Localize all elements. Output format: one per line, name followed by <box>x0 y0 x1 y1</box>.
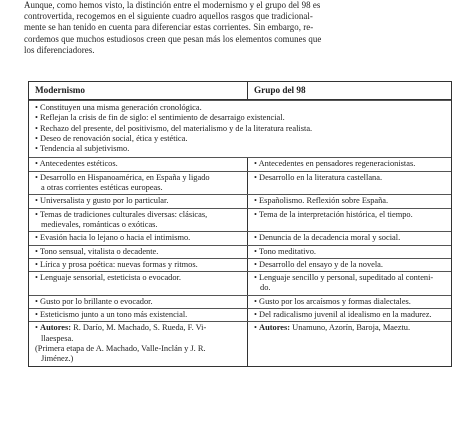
header-grupo-98: Grupo del 98 <box>254 85 306 95</box>
modernismo-authors-names: R. Darío, M. Machado, S. Rueda, F. Vi- <box>73 323 207 333</box>
modernismo-cell <box>29 158 248 170</box>
grupo98-cell <box>248 259 451 271</box>
modernismo-trait-cont: a otras corrientes estéticas europeas. <box>41 183 163 193</box>
intro-line: los diferenciadores. <box>24 44 95 55</box>
grupo98-cell <box>248 296 451 308</box>
grupo98-cell <box>248 309 451 321</box>
modernismo-trait: • Lenguaje sensorial, esteticista o evocador. <box>35 273 244 283</box>
grupo98-trait: • Antecedentes en pensadores regeneracionistas. <box>254 159 448 169</box>
modernismo-authors-note-cont: Jiménez.) <box>41 354 74 364</box>
grupo98-trait-cont: do. <box>260 283 271 293</box>
grupo98-authors-line <box>254 323 448 333</box>
intro-line: mente se han tenido en cuenta para diferenciar estas corrientes. Sin embargo, re- <box>24 22 314 33</box>
modernismo-trait-cont: medievales, románticas o exóticas. <box>41 219 158 229</box>
modernismo-cell <box>29 246 248 258</box>
modernismo-cell <box>29 195 248 207</box>
modernismo-trait: • Desarrollo en Hispanoamérica, en España y ligado <box>35 173 244 183</box>
modernismo-cell <box>29 209 248 232</box>
modernismo-trait: • Universalista y gusto por lo particular. <box>35 196 244 206</box>
table-row <box>29 194 451 207</box>
modernismo-authors-first-line <box>35 323 244 333</box>
grupo98-cell <box>248 209 451 232</box>
intro-paragraph <box>24 0 458 56</box>
authors-row <box>29 321 451 365</box>
grupo98-trait: • Gusto por los arcaísmos y formas dialectales. <box>254 297 448 307</box>
grupo98-cell <box>248 172 451 195</box>
grupo98-trait: • Denuncia de la decadencia moral y social. <box>254 233 448 243</box>
modernismo-cell <box>29 296 248 308</box>
authors-label: Autores: <box>259 323 291 333</box>
modernismo-trait: • Esteticismo junto a un tono más existencial. <box>35 310 244 320</box>
grupo98-authors-cell <box>248 322 451 365</box>
modernismo-trait: • Lírica y prosa poética: nuevas formas y ritmos. <box>35 260 244 270</box>
grupo98-cell <box>248 232 451 244</box>
grupo98-cell <box>248 272 451 295</box>
shared-trait: • Rechazo del presente, del positivismo, del materialismo y de la literatura realista. <box>35 124 445 134</box>
modernismo-trait: • Temas de tradiciones culturales diversas: clásicas, <box>35 210 244 220</box>
modernismo-authors-cont: llaespesa. <box>41 333 74 343</box>
grupo98-trait: • Lenguaje sencillo y personal, supeditado al conteni- <box>254 273 448 283</box>
modernismo-cell <box>29 272 248 295</box>
header-modernismo: Modernismo <box>29 82 248 99</box>
modernismo-authors-cell <box>29 322 248 365</box>
modernismo-trait: • Tono sensual, vitalista o decadente. <box>35 247 244 257</box>
table-header-row <box>29 82 451 100</box>
table-row <box>29 208 451 232</box>
intro-line: Aunque, como hemos visto, la distinción entre el modernismo y el grupo del 98 es <box>24 0 321 10</box>
modernismo-trait: • Evasión hacia lo lejano o hacia el intimismo. <box>35 233 244 243</box>
grupo98-trait: • Desarrollo en la literatura castellana. <box>254 173 448 183</box>
table-row <box>29 157 451 170</box>
grupo98-cell <box>248 195 451 207</box>
grupo98-authors-names: Unamuno, Azorín, Baroja, Maeztu. <box>292 323 411 333</box>
grupo98-trait: • Desarrollo del ensayo y de la novela. <box>254 260 448 270</box>
shared-trait: • Tendencia al subjetivismo. <box>35 144 445 154</box>
grupo98-cell <box>248 246 451 258</box>
table-row <box>29 231 451 244</box>
table-row <box>29 245 451 258</box>
shared-trait: • Constituyen una misma generación cronológica. <box>35 103 445 113</box>
modernismo-cell <box>29 259 248 271</box>
table-row <box>29 271 451 295</box>
modernismo-trait: • Gusto por lo brillante o evocador. <box>35 297 244 307</box>
table-row <box>29 171 451 195</box>
table-row <box>29 295 451 308</box>
table-row <box>29 308 451 321</box>
intro-line: cordemos que muchos estudiosos creen que pesan más los elementos comunes que <box>24 33 322 44</box>
shared-traits-row <box>29 100 451 157</box>
grupo98-trait: • Tema de la interpretación histórica, el tiempo. <box>254 210 448 220</box>
grupo98-trait: • Españolismo. Reflexión sobre España. <box>254 196 448 206</box>
authors-label: Autores: <box>40 323 72 333</box>
comparison-table <box>28 81 452 367</box>
modernismo-trait: • Antecedentes estéticos. <box>35 159 244 169</box>
shared-traits-cell <box>29 101 451 157</box>
grupo98-trait: • Del radicalismo juvenil al idealismo en la madurez. <box>254 310 448 320</box>
modernismo-cell <box>29 172 248 195</box>
shared-trait: • Reflejan la crisis de fin de siglo: el sentimiento de desarraigo existencial. <box>35 113 445 123</box>
grupo98-trait: • Tono meditativo. <box>254 247 448 257</box>
shared-trait: • Deseo de renovación social, ética y estética. <box>35 134 445 144</box>
modernismo-cell <box>29 309 248 321</box>
modernismo-cell <box>29 232 248 244</box>
grupo98-cell <box>248 158 451 170</box>
intro-line: controvertida, recogemos en el siguiente cuadro aquellos rasgos que tradicional- <box>24 11 313 22</box>
table-row <box>29 258 451 271</box>
modernismo-authors-note: (Primera etapa de A. Machado, Valle-Inclán y J. R. <box>35 343 206 353</box>
